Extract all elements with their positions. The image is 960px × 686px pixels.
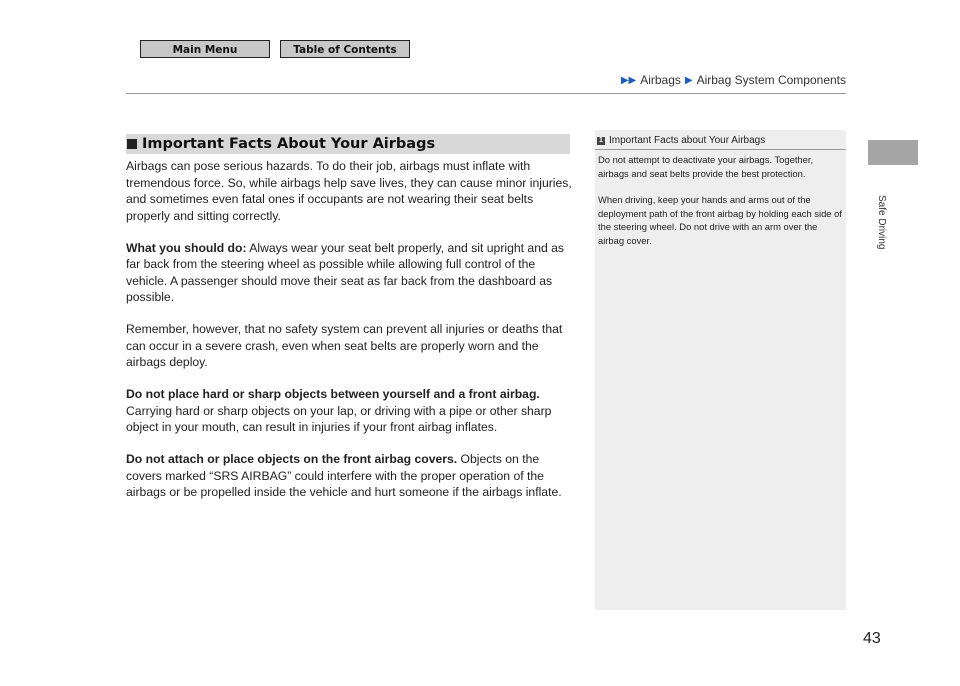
header-divider	[126, 93, 846, 94]
paragraph	[126, 451, 578, 501]
note-paragraph: When driving, keep your hands and arms out of the deployment path of the front airbag by holding each side of the steering wheel. Do not drive with an arm over the airbag cover.	[598, 194, 842, 246]
paragraph: Airbags can pose serious hazards. To do their job, airbags must inflate with tremendous force. So, while airbags help save lives, they can cause minor injuries, and sometimes even fatal ones if occupants are not wearing their seat belts properly and sitting correctly.	[126, 159, 572, 223]
main-content	[126, 158, 578, 516]
section-title: Important Facts About Your Airbags	[142, 136, 436, 152]
note-title: Important Facts about Your Airbags	[609, 135, 766, 146]
bold-lead: Do not place hard or sharp objects between yourself and a front airbag.	[126, 387, 540, 401]
section-heading	[126, 134, 570, 154]
paragraph-text: Always wear your seat belt properly, and sit upright and as far back from the steering wheel as possible while allowing full control of the vehicle. A passenger should move their seat as far back from the dashboard as possible.	[126, 240, 565, 304]
table-of-contents-button[interactable]: Table of Contents	[280, 40, 410, 58]
breadcrumb-arrow-icon: ▶	[684, 74, 693, 86]
paragraph-text: Carrying hard or sharp objects on your lap, or driving with a pipe or other sharp object in your mouth, can result in injuries if your front airbag inflates.	[126, 403, 552, 434]
note-body	[595, 153, 846, 247]
main-menu-button[interactable]: Main Menu	[140, 40, 270, 58]
note-ref-icon: 1	[597, 137, 605, 145]
paragraph: Remember, however, that no safety system can prevent all injuries or deaths that can occur in a severe crash, even when seat belts are properly worn and the airbags deploy.	[126, 322, 563, 369]
chapter-label: Safe Driving	[876, 195, 887, 250]
bold-lead: What you should do:	[126, 240, 247, 255]
square-bullet-icon	[127, 139, 137, 149]
page-number: 43	[863, 630, 881, 647]
breadcrumb-item-airbags[interactable]: Airbags	[640, 73, 681, 87]
note-divider	[595, 149, 846, 150]
paragraph	[126, 240, 578, 306]
note-header	[595, 130, 846, 147]
paragraph	[126, 386, 578, 436]
paragraph-text: Objects on the covers marked “SRS AIRBAG” could interfere with the proper operation of the airbags or be propelled inside the vehicle and hurt someone if the airbags inflate.	[126, 452, 562, 499]
breadcrumb-arrow-icon: ▶▶	[620, 74, 637, 86]
breadcrumb	[621, 73, 846, 87]
breadcrumb-item-components[interactable]: Airbag System Components	[696, 73, 846, 87]
bold-lead: Do not attach or place objects on the front airbag covers.	[126, 452, 458, 466]
side-note-panel	[595, 130, 846, 610]
chapter-tab[interactable]	[868, 140, 918, 165]
note-paragraph: Do not attempt to deactivate your airbags. Together, airbags and seat belts provide the best protection.	[598, 154, 814, 179]
